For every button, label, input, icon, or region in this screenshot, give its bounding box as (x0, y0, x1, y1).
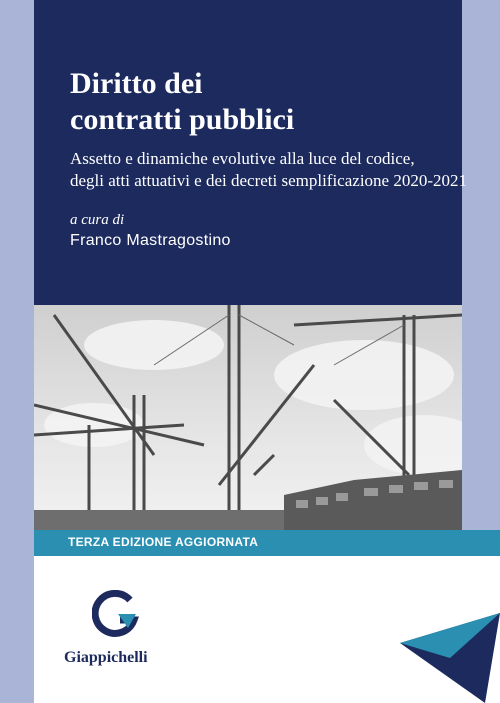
giappichelli-g-logo-icon (92, 590, 142, 640)
triangle-arrow-icon (390, 603, 500, 703)
edition-label: TERZA EDIZIONE AGGIORNATA (68, 535, 259, 549)
book-subtitle (70, 148, 470, 192)
cranes-illustration (34, 305, 462, 530)
cover-photo-cranes (34, 305, 462, 530)
publisher-name: Giappichelli (64, 649, 148, 666)
edition-band (34, 530, 500, 556)
subtitle-line-1: Assetto e dinamiche evolutive alla luce del codice, (70, 149, 415, 168)
author-name: Franco Mastragostino (70, 232, 231, 249)
left-color-strip (0, 0, 34, 703)
curator-label: a cura di (70, 212, 125, 228)
right-color-strip (462, 0, 500, 530)
book-title (70, 66, 450, 138)
title-line-1: Diritto dei (70, 67, 203, 100)
title-line-2: contratti pubblici (70, 103, 295, 136)
subtitle-line-2: degli atti attuativi e dei decreti semplificazione 2020-2021 (70, 171, 468, 190)
